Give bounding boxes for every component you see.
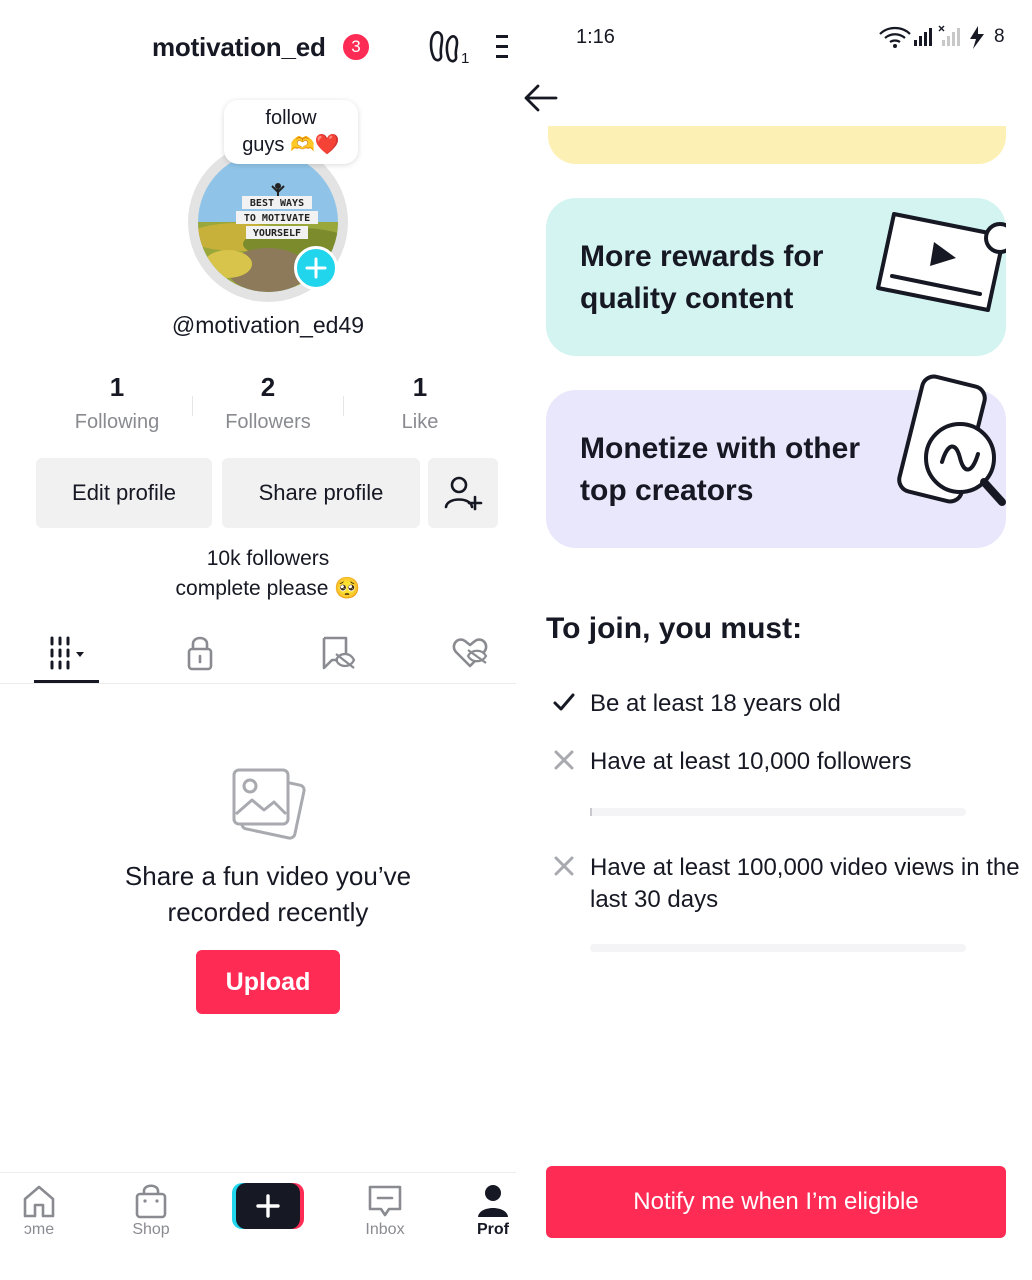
nav-home[interactable] xyxy=(0,1183,84,1239)
profile-note-bubble[interactable] xyxy=(224,100,358,164)
active-tab-indicator xyxy=(34,680,99,683)
nav-home-label: ɔme xyxy=(23,1221,55,1238)
stat-following[interactable] xyxy=(52,372,182,434)
bio-line-1: 10k followers xyxy=(206,547,330,570)
stat-followers[interactable] xyxy=(203,372,333,434)
benefit-card-rewards-title xyxy=(580,236,823,320)
likes-label: Like xyxy=(401,411,439,433)
add-friend-button[interactable] xyxy=(428,458,498,528)
profile-bio xyxy=(0,544,516,604)
wifi-icon xyxy=(880,28,910,48)
status-time: 1:16 xyxy=(576,26,615,48)
inbox-icon xyxy=(365,1183,405,1219)
lock-icon[interactable] xyxy=(180,632,220,672)
profile-content-tabs xyxy=(0,626,516,684)
nav-profile-label: Prof xyxy=(477,1221,509,1238)
card-title-line: quality content xyxy=(580,282,794,315)
nav-shop[interactable] xyxy=(106,1183,196,1239)
followers-progress-bar xyxy=(590,808,966,816)
share-profile-button[interactable]: Share profile xyxy=(222,458,420,528)
profile-username-title[interactable]: motivation_ed xyxy=(152,32,326,62)
signal-icon xyxy=(914,28,932,46)
followers-progress-fill xyxy=(590,808,592,816)
requirements-title: To join, you must: xyxy=(546,612,803,645)
videos-grid-icon[interactable] xyxy=(46,632,86,672)
requirement-text: Have at least 100,000 video views in the last 30 days xyxy=(590,854,1020,913)
bio-line-2: complete please 🥺 xyxy=(175,577,361,600)
signal-weak-icon xyxy=(939,26,960,46)
checkmark-icon xyxy=(552,690,576,714)
profile-handle: @motivation_ed49 xyxy=(171,312,365,338)
upload-button[interactable]: Upload xyxy=(196,950,340,1014)
nav-inbox[interactable] xyxy=(340,1183,430,1239)
nav-shop-label: Shop xyxy=(132,1221,170,1238)
photos-icon xyxy=(228,764,308,840)
cross-icon xyxy=(552,748,576,772)
benefit-card-monetize xyxy=(546,390,1006,548)
notification-badge: 3 xyxy=(341,32,371,62)
battery-level: 8 xyxy=(994,26,1005,47)
home-icon xyxy=(19,1183,59,1219)
footprint-count: 1 xyxy=(461,50,470,66)
followers-count: 2 xyxy=(260,372,276,402)
notify-eligible-button[interactable]: Notify me when I’m eligible xyxy=(546,1166,1006,1238)
following-label: Following xyxy=(74,411,160,433)
likes-count: 1 xyxy=(412,372,428,402)
avatar-text-3: YOURSELF xyxy=(252,228,302,239)
empty-state-line-2: recorded recently xyxy=(167,897,369,927)
card-title-line: Monetize with other xyxy=(580,432,860,465)
add-story-button[interactable] xyxy=(294,246,338,290)
profile-icon xyxy=(473,1183,513,1219)
add-user-icon xyxy=(443,473,483,513)
benefit-card-monetize-title xyxy=(580,428,860,512)
cross-icon xyxy=(552,854,576,878)
shopping-bag-icon xyxy=(131,1183,171,1219)
menu-icon[interactable] xyxy=(494,32,512,62)
nav-inbox-label: Inbox xyxy=(365,1221,405,1238)
creator-program-screen xyxy=(516,0,1032,1280)
note-line-1: follow xyxy=(265,107,317,129)
plus-icon xyxy=(305,257,327,279)
following-count: 1 xyxy=(109,372,125,402)
status-icons xyxy=(878,24,1008,50)
requirement-text: Have at least 10,000 followers xyxy=(590,748,912,775)
edit-profile-button[interactable]: Edit profile xyxy=(36,458,212,528)
empty-state-line-1: Share a fun video you’ve xyxy=(124,861,412,891)
avatar-text-1: BEST WAYS xyxy=(249,198,305,209)
footprint-icon[interactable] xyxy=(428,28,472,66)
note-line-2: guys 🫶❤️ xyxy=(242,134,340,156)
followers-label: Followers xyxy=(225,411,311,433)
stat-likes[interactable] xyxy=(355,372,485,434)
profile-header xyxy=(0,24,516,68)
tagged-hidden-icon[interactable] xyxy=(316,632,356,672)
benefit-card-rewards xyxy=(546,198,1006,356)
requirement-text: Be at least 18 years old xyxy=(590,690,841,717)
liked-hidden-icon[interactable] xyxy=(450,632,490,672)
card-title-line: top creators xyxy=(580,474,754,507)
bottom-navigation xyxy=(0,1172,516,1280)
back-arrow-icon[interactable] xyxy=(522,82,558,114)
video-screen-icon xyxy=(876,206,1006,316)
stat-divider xyxy=(192,396,193,416)
nav-profile[interactable] xyxy=(448,1183,516,1239)
empty-state-message xyxy=(0,858,516,930)
views-progress-bar xyxy=(590,944,966,952)
create-video-button[interactable] xyxy=(232,1183,304,1229)
charging-icon xyxy=(970,26,984,49)
avatar-text-2: TO MOTIVATE xyxy=(243,213,311,224)
phone-magnifier-icon xyxy=(890,370,1006,520)
benefit-card-partial xyxy=(548,126,1006,164)
card-title-line: More rewards for xyxy=(580,240,824,273)
stat-divider xyxy=(343,396,344,416)
